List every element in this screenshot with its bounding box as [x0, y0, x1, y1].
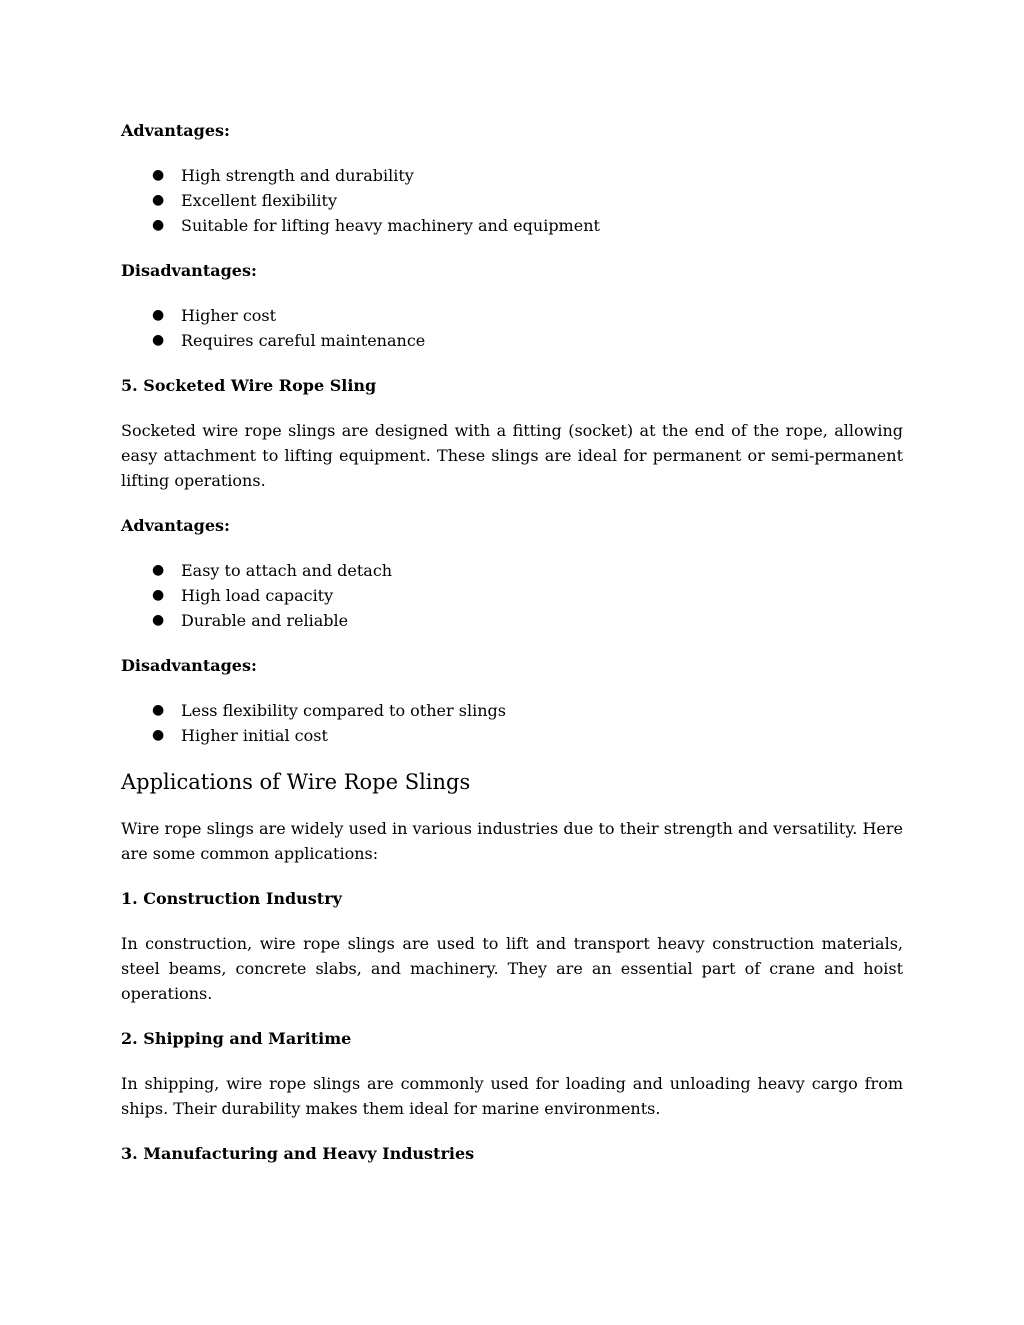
- list-item: ● Higher cost: [121, 303, 903, 328]
- bullet-icon: ●: [152, 217, 165, 233]
- manufacturing-heading: 3. Manufacturing and Heavy Industries: [121, 1144, 475, 1163]
- list-item: ● Excellent flexibility: [121, 188, 903, 213]
- bullet-icon: ●: [152, 192, 165, 208]
- list-item: ● Easy to attach and detach: [121, 558, 903, 583]
- bullet-icon: ●: [152, 307, 165, 323]
- advantages-heading: Advantages:: [121, 121, 230, 140]
- socketed-sling-heading: 5. Socketed Wire Rope Sling: [121, 376, 377, 395]
- bullet-icon: ●: [152, 587, 165, 603]
- socketed-sling-paragraph: Socketed wire rope slings are designed with a fitting (socket) at the end of the rope, allowing easy attachment to lifting equipment. These slings are ideal for permanent or semi-permanent lifting operations.: [121, 421, 903, 490]
- document-page: [121, 118, 903, 1186]
- bullet-icon: ●: [152, 612, 165, 628]
- list-item: ● Less flexibility compared to other slings: [121, 698, 903, 723]
- advantages-heading: Advantages:: [121, 516, 230, 535]
- construction-heading: 1. Construction Industry: [121, 889, 342, 908]
- applications-section-heading: Applications of Wire Rope Slings: [121, 770, 471, 794]
- list-item: ● Requires careful maintenance: [121, 328, 903, 353]
- list-item: ● High load capacity: [121, 583, 903, 608]
- disadvantages-heading: Disadvantages:: [121, 261, 257, 280]
- list-item: ● Higher initial cost: [121, 723, 903, 748]
- list-item: ● Durable and reliable: [121, 608, 903, 633]
- bullet-icon: ●: [152, 332, 165, 348]
- shipping-heading: 2. Shipping and Maritime: [121, 1029, 352, 1048]
- disadvantages-list: [121, 698, 903, 748]
- list-item: ● Suitable for lifting heavy machinery and equipment: [121, 213, 903, 238]
- bullet-icon: ●: [152, 727, 165, 743]
- disadvantages-heading: Disadvantages:: [121, 656, 257, 675]
- advantages-list: [121, 558, 903, 633]
- disadvantages-list: [121, 303, 903, 353]
- applications-intro-paragraph: Wire rope slings are widely used in various industries due to their strength and versatility. Here are some common applications:: [121, 819, 903, 863]
- shipping-paragraph: In shipping, wire rope slings are commonly used for loading and unloading heavy cargo from ships. Their durability makes them ideal for marine environments.: [121, 1074, 903, 1118]
- bullet-icon: ●: [152, 167, 165, 183]
- list-item: ● High strength and durability: [121, 163, 903, 188]
- bullet-icon: ●: [152, 702, 165, 718]
- advantages-list: [121, 163, 903, 238]
- bullet-icon: ●: [152, 562, 165, 578]
- construction-paragraph: In construction, wire rope slings are used to lift and transport heavy construction materials, steel beams, concrete slabs, and machinery. They are an essential part of crane and hoist operations.: [121, 934, 903, 1003]
